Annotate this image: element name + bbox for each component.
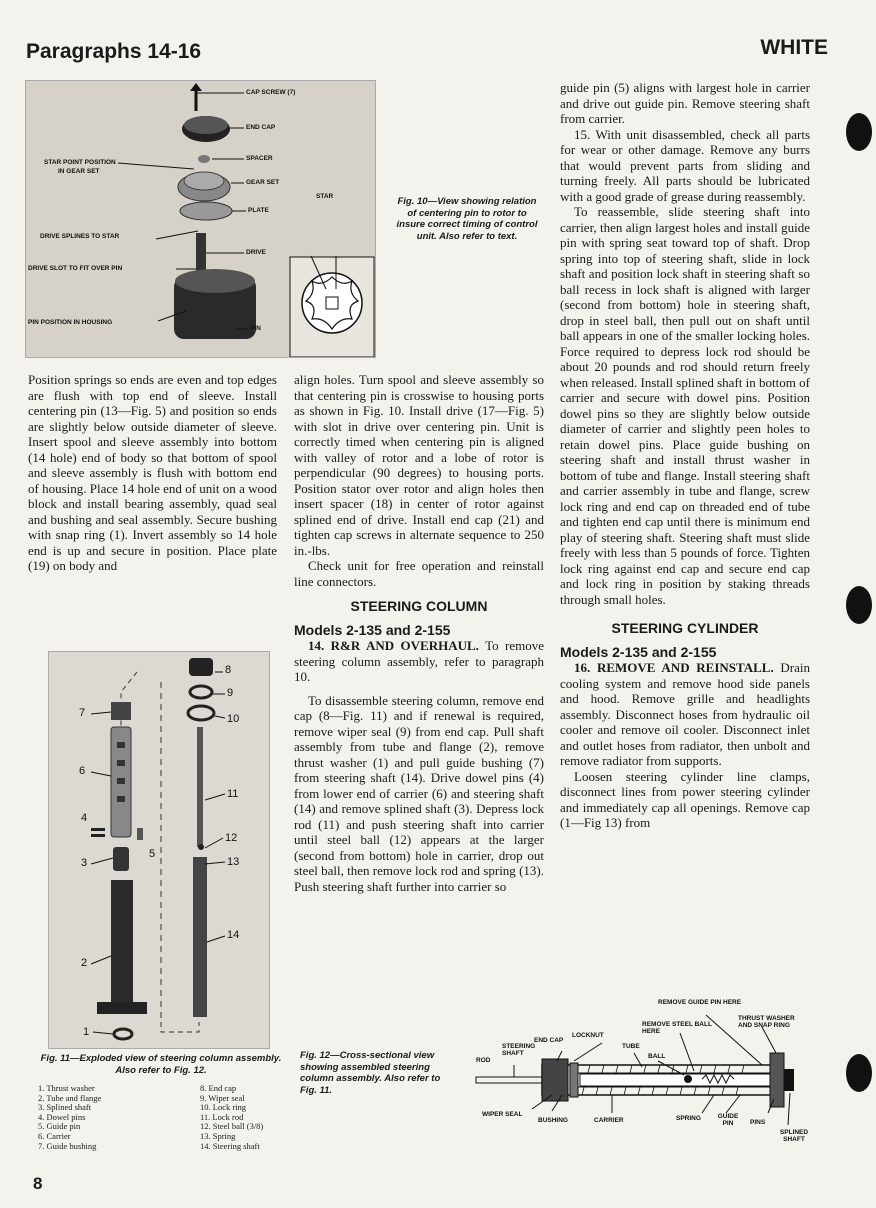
legend-item: 14. Steering shaft xyxy=(200,1140,260,1151)
label-cap-screw: CAP SCREW (7) xyxy=(246,89,296,96)
fig11-number: 8 xyxy=(225,664,232,676)
label-pin-position: PIN POSITION IN HOUSING xyxy=(28,319,113,326)
column-3 xyxy=(560,80,810,831)
label-in-gear-set: IN GEAR SET xyxy=(58,168,100,175)
paragraph-body: Drain cooling system and remove hood side panels and hood. Remove grille and headlights assembly. Disconnect hoses from hydraulic oil cooler and remove oil cooler. Disconnect inlet and outlet hoses from radiator, then unbolt and remove radiator from supports. xyxy=(560,660,810,768)
label-bushing: BUSHING xyxy=(538,1117,568,1124)
paragraph: Position springs so ends are even and top edges are flush with top end of sleeve. Install centering pin (13—Fig. 5) and position so ends are slightly below outside diameter of sleeve. Insert spool and sleeve assembly into bottom (14 hole) end of body so that bottom of spool and sleeve assembly is flush with bottom end of housing. Place 14 hole end of unit on a wood block and install bearing assembly, quad seal and bushing and seal assembly. Secure bushing with snap ring (1). Invert assembly so 14 hole end is up and secure in position. Place plate (19) on body and xyxy=(28,372,277,573)
section-title-steering-cylinder: STEERING CYLINDER xyxy=(611,620,759,636)
label-remove-guide-pin: REMOVE GUIDE PIN HERE xyxy=(658,999,742,1006)
fig11-legend-left xyxy=(38,1084,178,1151)
paragraph: Check unit for free operation and reinstall line connectors. xyxy=(294,558,544,589)
models-heading: Models 2-135 and 2-155 xyxy=(294,621,451,638)
paragraph-lead: 16. REMOVE AND REINSTALL. xyxy=(574,660,774,675)
legend-item: 9. Wiper seal xyxy=(200,1092,245,1103)
paragraph xyxy=(560,660,810,769)
legend-item: 13. Spring xyxy=(200,1130,236,1141)
label-steering-shaft: STEERING SHAFT xyxy=(502,1043,536,1057)
legend-item: 4. Dowel pins xyxy=(38,1111,86,1122)
label-end-cap: END CAP xyxy=(534,1037,564,1044)
paragraph: 15. With unit disassembled, check all parts for wear or other damage. Remove any burrs that would prevent parts from sliding and turning freely. All parts should be lubricated with a good grade of grease during reassembly. xyxy=(560,126,810,204)
fig12-caption: Fig. 12—Cross-sectional view showing assembled steering column assembly. Also refer to Fig. 11. xyxy=(300,1050,441,1096)
legend-item: 10. Lock ring xyxy=(200,1102,247,1113)
fig12-diagram xyxy=(462,995,812,1155)
label-drive-splines: DRIVE SPLINES TO STAR xyxy=(40,233,120,240)
legend-item: 12. Steel ball (3/8) xyxy=(200,1121,264,1132)
paragraph: To reassemble, slide steering shaft into carrier, then align largest holes and install guide pin with spring seat toward top of shaft. Drop spring into top of steering shaft, slide in lock shaft and position lock shaft in steering shaft so ball recess in lock shaft is aligned with larger (second from bottom) hole in steering shaft, drop in steel ball, then pull out on shaft until ball appears in one of the smaller locking holes. Force required to depress lock rod should be about 20 pounds and rod should return freely when released. Install splined shaft in bottom of carrier and secure with dowel pins. Position dowel pins so they are slightly below outside diameter of carrier and slightly peen holes to retain dowel pins. Place guide bushing on steering shaft and install thrust washer in bottom of tube and flange. Install steering shaft and carrier assembly in tube and flange, screw lock ring and end cap on threaded end of tube and tighten end cap until there is minimum end play of steering shaft. Steering shaft must slide freely with less than 5 pounds of force. Tighten lock ring against end cap and secure end cap and lock ring in position by staking threads through small holes. xyxy=(560,204,810,607)
fig11-number: 1 xyxy=(83,1026,90,1038)
section-title-steering-column: STEERING COLUMN xyxy=(350,598,488,614)
page-section-title: Paragraphs 14-16 xyxy=(26,40,202,63)
fig11-number: 6 xyxy=(79,765,86,777)
legend-item: 1. Thrust washer xyxy=(38,1083,95,1093)
label-star-point: STAR POINT POSITION xyxy=(44,159,116,166)
binder-hole xyxy=(846,113,872,151)
fig11-number: 5 xyxy=(149,848,156,860)
fig11-legend-right xyxy=(200,1084,300,1151)
legend-item: 7. Guide bushing xyxy=(38,1140,97,1151)
label-spring: SPRING xyxy=(676,1115,701,1122)
fig11-number: 4 xyxy=(81,812,88,824)
label-wiper-seal: WIPER SEAL xyxy=(482,1111,523,1118)
paragraph-lead: 14. R&R AND OVERHAUL. xyxy=(308,638,479,653)
fig11-number: 7 xyxy=(79,707,86,719)
label-guide-pin: GUIDE PIN xyxy=(717,1113,739,1127)
paragraph xyxy=(294,638,544,685)
label-carrier: CARRIER xyxy=(594,1117,624,1124)
legend-item: 11. Lock rod xyxy=(200,1111,244,1122)
label-tube: TUBE xyxy=(622,1043,640,1050)
fig11-caption: Fig. 11—Exploded view of steering column assembly. Also refer to Fig. 12. xyxy=(40,1053,282,1076)
label-plate: PLATE xyxy=(248,207,269,214)
label-locknut: LOCKNUT xyxy=(572,1032,604,1039)
fig11-photo xyxy=(48,651,270,1049)
paragraph: To disassemble steering column, remove end cap (8—Fig. 11) and if renewal is required, remove wiper seal (9) from end cap. Pull shaft assembly from tube and flange (2), remove thrust washer (1) and pull guide bushing (7) from steering shaft (14). Drive dowel pins (4) from lower end of carrier (6) and steering shaft (14) and remove splined shaft (3). Depress lock rod (11) and push steering shaft into carrier until steel ball (12) appears at the larger (second from bottom) hole in carrier, drop out steel ball, then remove lock rod and spring (13). Push steering shaft further into carrier so xyxy=(294,692,544,894)
label-pin: PIN xyxy=(250,325,261,332)
label-gear-set: GEAR SET xyxy=(246,179,280,186)
label-spacer: SPACER xyxy=(246,155,273,162)
label-end-cap: END CAP xyxy=(246,124,276,131)
fig11-number: 2 xyxy=(81,957,88,969)
binder-hole xyxy=(846,1054,872,1092)
label-remove-steel-ball: REMOVE STEEL BALL HERE xyxy=(642,1021,712,1035)
label-drive-slot: DRIVE SLOT TO FIT OVER PIN xyxy=(28,265,123,272)
legend-item: 3. Splined shaft xyxy=(38,1102,92,1113)
label-drive: DRIVE xyxy=(246,249,266,256)
fig11-number: 11 xyxy=(227,788,239,800)
legend-item: 2. Tube and flange xyxy=(38,1092,102,1103)
binder-hole xyxy=(846,586,872,624)
label-pins: PINS xyxy=(750,1119,766,1126)
legend-item: 8. End cap xyxy=(200,1083,237,1093)
fig10-illustration xyxy=(26,81,375,357)
fig11-number: 10 xyxy=(227,713,240,725)
fig11-number: 12 xyxy=(225,832,238,844)
paragraph: align holes. Turn spool and sleeve assembly so that centering pin is crosswise to housing ports as shown in Fig. 10. Install drive (17—Fig. 5) with slot in drive over centering pin. Unit is correctly timed when centering pin is aligned with valley of rotor and a lobe of rotor is perpendicular (90 degrees) to housing ports. Position stator over rotor and align holes then insert spacer (18) in center of rotor against splined end of drive. Install end cap (21) and tighten cap screws in alternate sequence to 250 in.-lbs. xyxy=(294,372,544,558)
paragraph: guide pin (5) aligns with largest hole in carrier and drive out guide pin. Remove steering shaft from carrier. xyxy=(560,80,810,126)
page-number: 8 xyxy=(33,1174,43,1193)
fig10-photo xyxy=(25,80,376,358)
label-rod: ROD xyxy=(476,1057,491,1064)
brand-title: WHITE xyxy=(760,36,828,59)
label-thrust-washer: THRUST WASHER AND SNAP RING xyxy=(738,1015,795,1029)
label-star: STAR xyxy=(316,193,334,200)
fig11-number: 13 xyxy=(227,856,240,868)
column-1 xyxy=(28,372,277,574)
column-2 xyxy=(294,372,544,894)
label-splined-shaft: SPLINED SHAFT xyxy=(779,1129,809,1143)
fig11-number: 14 xyxy=(227,929,240,941)
fig10-caption: Fig. 10—View showing relation of centering pin to rotor to insure correct timing of control unit. Also refer to text. xyxy=(396,196,538,242)
paragraph-body: To remove steering column assembly, refer to paragraph 10. xyxy=(294,638,545,684)
legend-item: 5. Guide pin xyxy=(38,1121,81,1132)
paragraph: Loosen steering cylinder line clamps, disconnect lines from power steering cylinder and immediately cap all openings. Remove cap (1—Fig 13) from xyxy=(560,768,810,830)
label-ball: BALL xyxy=(648,1053,666,1060)
models-heading: Models 2-135 and 2-155 xyxy=(560,643,717,660)
fig11-number: 3 xyxy=(81,857,88,869)
fig11-number: 9 xyxy=(227,687,234,699)
legend-item: 6. Carrier xyxy=(38,1130,71,1141)
